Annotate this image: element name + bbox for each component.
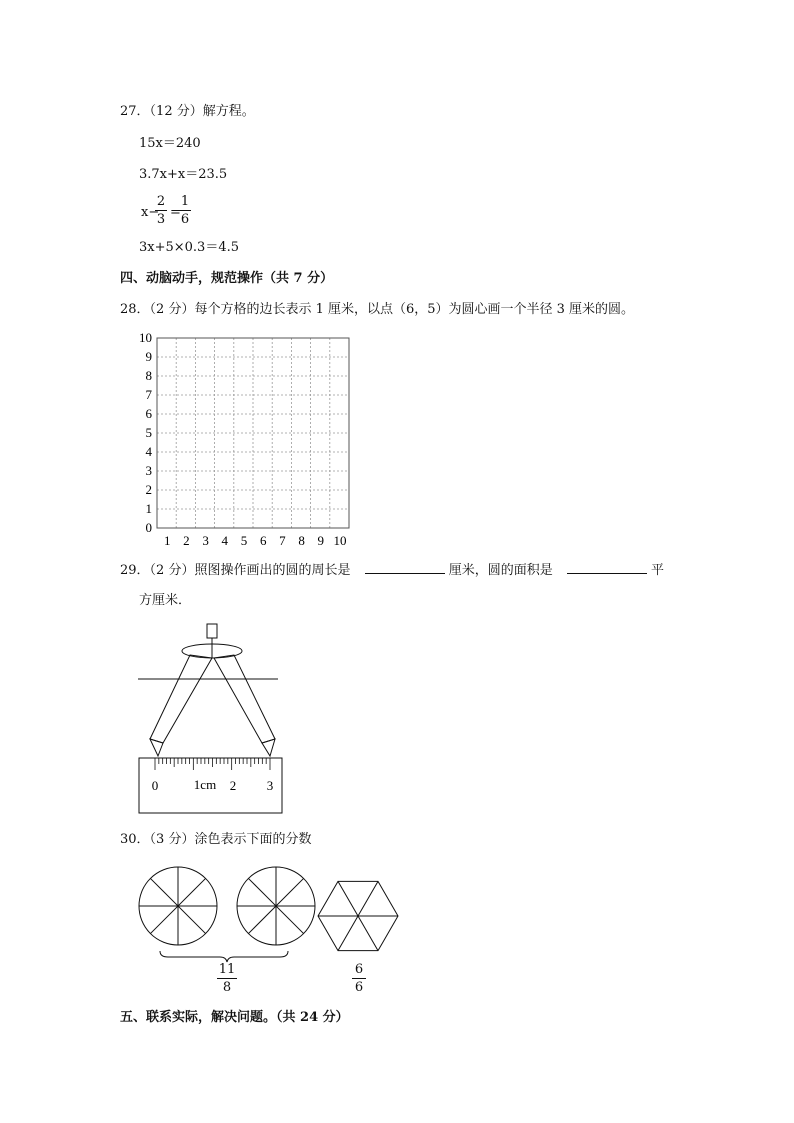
area-answer-blank[interactable] xyxy=(567,573,647,574)
fraction-bar xyxy=(352,978,366,979)
compass-handle xyxy=(207,624,217,638)
q29-line-1 xyxy=(120,563,664,579)
hexagon-divided-into-6 xyxy=(318,881,398,950)
y-axis-label: 1 xyxy=(145,501,152,516)
x-axis-label: 2 xyxy=(183,533,190,548)
compass-left-tip xyxy=(150,739,163,756)
equation-2: 3.7x+x＝23.5 xyxy=(139,167,228,182)
q27-header: 27．（12 分）解方程。 xyxy=(120,104,255,119)
x-axis-label: 6 xyxy=(259,533,267,548)
coordinate-grid xyxy=(125,328,365,550)
compass-left-leg xyxy=(150,655,212,743)
fraction-numerator: 1 xyxy=(180,194,190,209)
equation-1: 15x＝240 xyxy=(139,136,201,151)
x-axis-label: 1 xyxy=(163,533,171,548)
x-axis-labels xyxy=(164,533,347,548)
y-axis-label: 10 xyxy=(139,330,152,345)
compass-right-tip xyxy=(262,739,275,756)
circumference-answer-blank[interactable] xyxy=(365,573,445,574)
fraction-bar xyxy=(155,210,167,211)
y-axis-label: 3 xyxy=(145,463,152,478)
x-axis-label: 7 xyxy=(279,533,286,548)
ruler-label-1cm: 1cm xyxy=(193,777,217,792)
fraction-one-sixth xyxy=(179,194,191,227)
circle-divided-into-8 xyxy=(139,867,217,945)
fraction-shapes xyxy=(130,860,410,995)
q29-line-2: 方厘米． xyxy=(139,593,192,608)
x-axis-label: 3 xyxy=(202,533,209,548)
equation-4: 3x+5×0.3＝4.5 xyxy=(139,240,240,255)
fraction-two-thirds xyxy=(155,194,167,227)
x-axis-label: 9 xyxy=(317,533,325,548)
fraction-bar xyxy=(179,210,191,211)
fraction-numerator: 6 xyxy=(354,962,364,977)
ruler-label-3: 3 xyxy=(266,778,274,793)
fraction-bar xyxy=(217,978,237,979)
grid-lines xyxy=(157,338,349,528)
equation-3-prefix: x− xyxy=(141,205,160,220)
brace xyxy=(160,951,288,962)
q30-text: 30．（3 分）涂色表示下面的分数 xyxy=(120,832,312,847)
y-axis-label: 7 xyxy=(145,387,152,402)
ruler-label-0: 0 xyxy=(151,778,159,793)
q29-text-a: 29．（2 分）照图操作画出的圆的周长是 xyxy=(120,563,351,578)
fraction-six-sixths xyxy=(352,962,366,995)
y-axis-label: 4 xyxy=(145,444,152,459)
x-axis-label: 8 xyxy=(298,533,305,548)
y-axis-label: 2 xyxy=(145,482,152,497)
y-axis-label: 6 xyxy=(145,406,152,421)
q29-text-c: 平 xyxy=(651,563,665,578)
compass-right-leg xyxy=(214,655,275,743)
q29-text-b: 厘米，圆的面积是 xyxy=(448,563,553,578)
fraction-numerator: 11 xyxy=(218,962,236,977)
section-4-title: 四、动脑动手，规范操作（共 7 分） xyxy=(120,271,334,286)
fraction-denominator: 8 xyxy=(222,980,232,995)
section-5-title: 五、联系实际，解决问题。（共 24 分） xyxy=(120,1010,349,1025)
y-axis-label: 8 xyxy=(145,368,152,383)
fraction-eleven-eighths xyxy=(217,962,237,995)
y-axis-label: 0 xyxy=(145,520,152,535)
y-axis-label: 9 xyxy=(145,349,152,364)
x-axis-label: 10 xyxy=(333,533,347,548)
circle-divided-into-8 xyxy=(237,867,315,945)
ruler-label-2: 2 xyxy=(229,778,237,793)
x-axis-label: 4 xyxy=(221,533,229,548)
fraction-denominator: 6 xyxy=(180,212,190,227)
x-axis-label: 5 xyxy=(240,533,248,548)
equals-sign: = xyxy=(170,205,181,220)
fraction-denominator: 3 xyxy=(156,212,166,227)
q28-text: 28．（2 分）每个方格的边长表示 1 厘米，以点（6，5）为圆心画一个半径 3 厘米的圆。 xyxy=(120,302,635,317)
fraction-denominator: 6 xyxy=(354,980,364,995)
compass-and-ruler-figure xyxy=(130,615,290,820)
y-axis-labels xyxy=(139,330,153,535)
y-axis-label: 5 xyxy=(145,425,152,440)
fraction-numerator: 2 xyxy=(156,194,166,209)
